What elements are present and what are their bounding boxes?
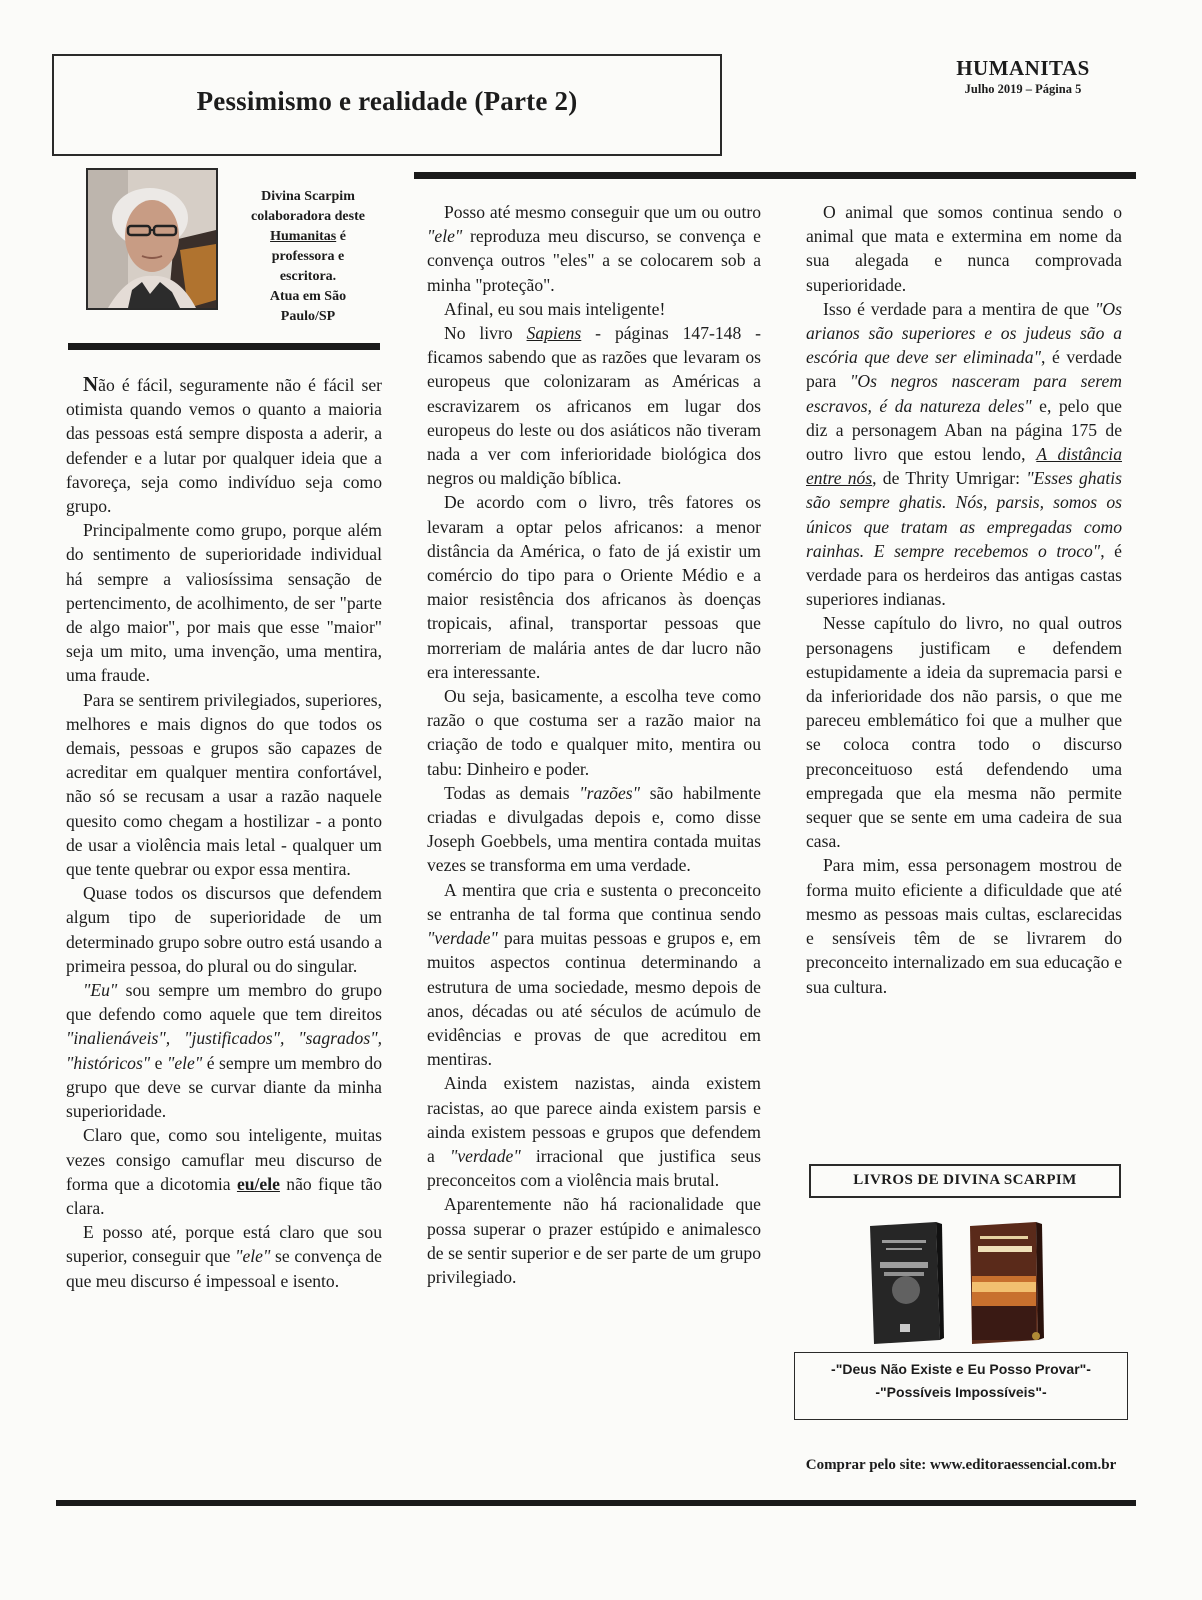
author-photo	[86, 168, 218, 310]
paragraph: Aparentemente não há racionalidade que possa superar o prazer estúpido e animalesco de se sentir superior e de ser parte de um grupo privilegiado.	[427, 1194, 761, 1287]
bottom-rule	[56, 1500, 1136, 1506]
author-bio-line: colaboradora deste	[251, 209, 365, 224]
issue-info: Julho 2019 – Página 5	[964, 82, 1082, 96]
author-bio-line: Atua em São	[269, 289, 347, 304]
article-column-1	[66, 372, 382, 1293]
page-title: Pessimismo e realidade (Parte 2)	[196, 86, 578, 116]
paragraph: Nesse capítulo do livro, no qual outros personagens justificam e defendem estupidamente a ideia da supremacia parsi e da inferioridade dos não parsis, o que me pareceu emblemático foi que a mulher que se coloca contra todo o discurso preconceituoso está defendendo uma empregada que ela mesma não permite sequer que se sente em uma cadeira de sua casa.	[806, 613, 1122, 852]
book-title-2: -"Possíveis Impossíveis"-	[875, 1384, 1047, 1400]
book-title-1: -"Deus Não Existe e Eu Posso Provar"-	[831, 1361, 1091, 1377]
paragraph: Afinal, eu sou mais inteligente!	[444, 298, 666, 319]
book-covers	[866, 1220, 1066, 1344]
paragraph: Ainda existem nazistas, ainda existem racistas, ao que parece ainda existem parsis e ainda existem pessoas e grupos que defendem a "verdade" irracional que justifica seus preconceitos com a violência mais brutal.	[427, 1073, 761, 1191]
column1-top-rule	[68, 343, 380, 350]
paragraph: Todas as demais "razões" são habilmente criadas e divulgadas depois e, como disse Joseph Goebbels, uma mentira contada muitas vezes se transforma em uma verdade.	[427, 782, 761, 876]
paragraph: Não é fácil, seguramente não é fácil ser otimista quando vemos o quanto a maioria das pessoas está sempre disposta a aderir, a defender e a lutar por qualquer ideia que a favoreça, seja como indivíduo seja como grupo.	[66, 372, 382, 517]
publication-link: Humanitas	[270, 229, 337, 244]
author-bio-line: escritora.	[279, 269, 337, 284]
author-bio-line: Humanitas é	[270, 229, 346, 244]
paragraph: Isso é verdade para a mentira de que "Os arianos são superiores e os judeus são a escória que deve ser eliminada", é verdade para "Os negros nasceram para serem escravos, é da natureza deles" e, pelo que diz a personagem Aban na página 175 de outro livro que estou lendo, A distância entre nós, de Thrity Umrigar: "Esses ghatis são sempre ghatis. Nós, parsis, somos os únicos que tratam as empregadas como rainhas. E sempre recebemos o troco", é verdade para os herdeiros das antigas castas superiores indianas.	[806, 298, 1122, 610]
article-column-2	[427, 200, 761, 1289]
columns-top-rule	[414, 172, 1136, 179]
drop-cap: N	[83, 372, 99, 396]
author-name: Divina Scarpim	[261, 189, 355, 204]
paragraph: E posso até, porque está claro que sou superior, conseguir que "ele" se convença de que meu discurso é impessoal e isento.	[66, 1222, 382, 1291]
author-bio-line: professora e	[271, 249, 345, 264]
paragraph: De acordo com o livro, três fatores os levaram a optar pelos africanos: a menor distância da América, o fato de já existir um comércio do tipo para o Oriente Médio e a maior resistência dos africanos às doenças tropicais, afinal, transportar pessoas que morreriam de malária antes de dar lucro não era interessante.	[427, 492, 761, 682]
publication-name: HUMANITAS	[956, 56, 1090, 80]
paragraph: No livro Sapiens - páginas 147-148 - ficamos sabendo que as razões que levaram os europeus que colonizaram as Américas a escravizarem os africanos em lugar dos europeus do leste ou dos asiáticos não tiveram nada a ver com inferioridade biológica dos negros ou maldição bíblica.	[427, 323, 761, 489]
author-bio	[232, 187, 384, 327]
paragraph: A mentira que cria e sustenta o preconceito se entranha de tal forma que continua sendo "verdade" para muitas pessoas e grupos e, em muitos aspectos continua determinando a estrutura de uma sociedade, mesmo depois de anos, décadas ou até séculos de acúmulo de evidências e provas de que acreditou em mentiras.	[427, 879, 761, 1070]
book-cover-1	[870, 1222, 944, 1344]
books-label: LIVROS DE DIVINA SCARPIM	[853, 1172, 1077, 1188]
paragraph: O animal que somos continua sendo o animal que mata e extermina em nome da sua alegada e nunca comprovada superioridade.	[806, 202, 1122, 295]
paragraph: Para mim, essa personagem mostrou de forma muito eficiente a dificuldade que até mesmo as pessoas mais cultas, esclarecidas e sensíveis têm de se livrarem do preconceito internalizado em sua educação e sua cultura.	[806, 855, 1122, 997]
paragraph: Principalmente como grupo, porque além do sentimento de superioridade individual há sempre a valiosíssima sensação de pertencimento, de acolhimento, de ser "parte de algo maior", por mais que esse "maior" seja um mito, uma invenção, uma mentira, uma fraude.	[66, 520, 382, 686]
paragraph: Posso até mesmo conseguir que um ou outro "ele" reproduza meu discurso, se convença e convença outros "eles" a se colocarem sob a minha "proteção".	[427, 202, 761, 295]
article-column-3	[806, 200, 1122, 999]
book-cover-2	[970, 1222, 1044, 1344]
paragraph: Quase todos os discursos que defendem algum tipo de superioridade de um determinado grupo sobre outro está usando a primeira pessoa, do plural ou do singular.	[66, 883, 382, 976]
author-bio-line: Paulo/SP	[280, 309, 336, 324]
purchase-link[interactable]: Comprar pelo site: www.editoraessencial.com.br	[805, 1457, 1117, 1473]
paragraph: "Eu" sou sempre um membro do grupo que defendo como aquele que tem direitos "inalienáveis", "justificados", "sagrados", "históricos" e "ele" é sempre um membro do grupo que deve se curvar diante da minha superioridade.	[66, 980, 382, 1122]
paragraph: Para se sentirem privilegiados, superiores, melhores e mais dignos do que todos os demais, pessoas e grupos são capazes de acreditar em qualquer mentira confortável, não só se recusam a usar a razão naquele quesito como chegam a hostilizar - a ponto de usar a violência mais letal - qualquer um que tente quebrar ou expor essa mentira.	[66, 689, 382, 880]
paragraph: Claro que, como sou inteligente, muitas vezes consigo camuflar meu discurso de forma que a dicotomia eu/ele não fique tão clara.	[66, 1125, 382, 1218]
paragraph: Ou seja, basicamente, a escolha teve como razão o que costuma ser a razão maior na criação de todo e qualquer mito, mentira ou tabu: Dinheiro e poder.	[427, 686, 761, 779]
